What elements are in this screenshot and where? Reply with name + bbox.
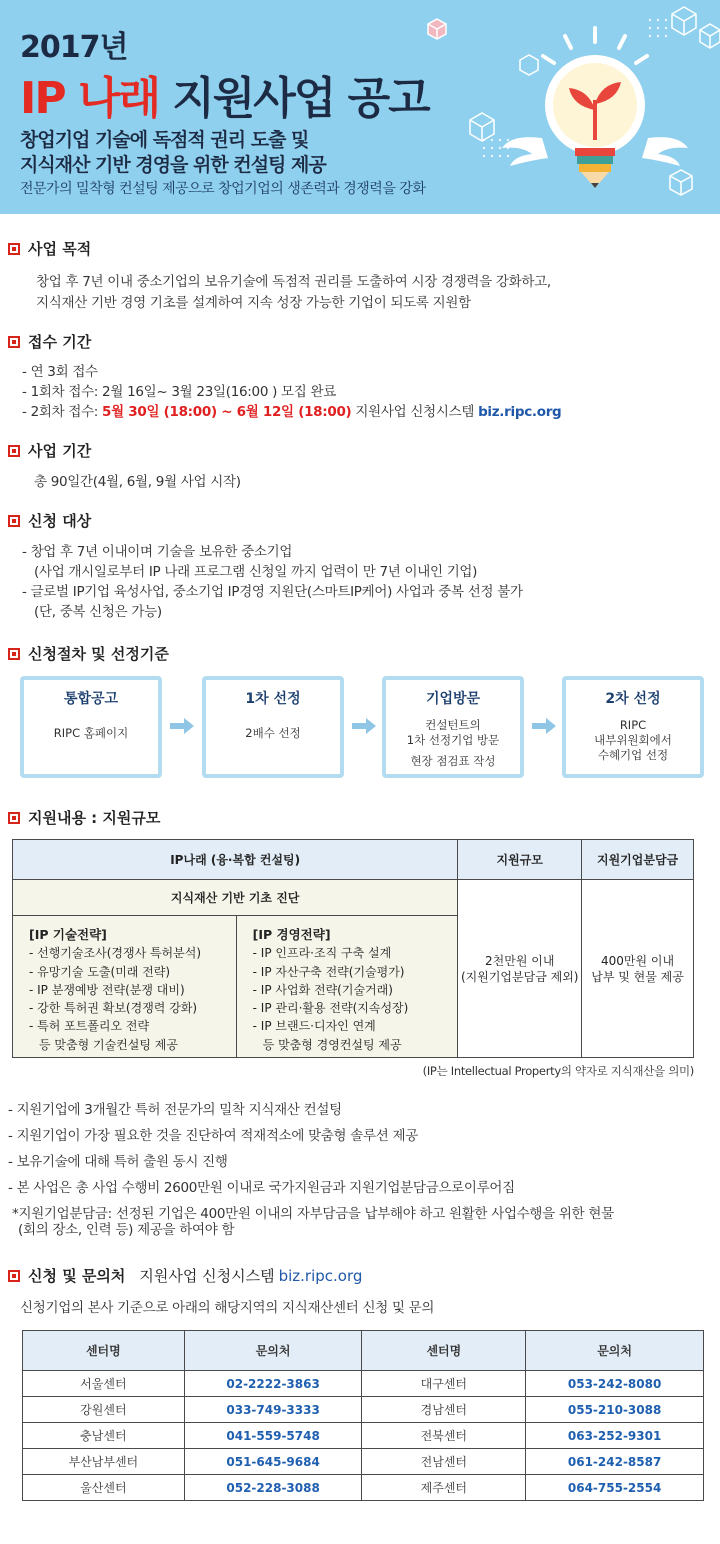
list-item: - 선행기술조사(경쟁사 특허분석) — [29, 946, 202, 961]
center-name: 부산남부센터 — [23, 1449, 185, 1475]
section-bullet-icon — [8, 445, 20, 457]
support-bullet-2: - 지원기업이 가장 필요한 것을 진단하여 적재적소에 맞춤형 솔루션 제공 — [8, 1128, 418, 1144]
flow-step-title: 기업방문 — [425, 691, 481, 707]
list-item: 등 맞춤형 기술컨설팅 제공 — [39, 1037, 178, 1052]
flow-step-4 — [562, 676, 704, 778]
tech-strategy-title: [IP 기술전략] — [29, 927, 107, 942]
share-line: 400만원 이내 — [601, 953, 675, 968]
eligibility-line-3: - 글로벌 IP기업 육성사업, 중소기업 IP경영 지원단(스마트IP케어) 사업과 중복 선정 불가 — [22, 584, 523, 600]
section-bullet-icon — [8, 648, 20, 660]
mgmt-strategy-cell — [236, 916, 458, 1058]
center-name: 경남센터 — [362, 1397, 526, 1423]
section-contact-label: 신청 및 문의처 — [28, 1267, 126, 1285]
flow-step-desc: 수혜기업 선정 — [597, 748, 669, 762]
center-name: 대구센터 — [362, 1371, 526, 1397]
mgmt-strategy-title: [IP 경영전략] — [252, 927, 331, 942]
ip-definition-note: (IP는 Intellectual Property의 약자로 지식재산을 의미) — [422, 1064, 694, 1078]
section-bullet-icon — [8, 515, 20, 527]
list-item: - IP 브랜드·디자인 연계 — [252, 1019, 376, 1034]
section-support-label: 지원내용 : 지원규모 — [28, 809, 161, 827]
banner-title-red: IP 나래 — [20, 73, 159, 124]
center-name: 전남센터 — [362, 1449, 526, 1475]
period-line-3 — [22, 400, 561, 420]
eligibility-line-2: (사업 개시일로부터 IP 나래 프로그램 신청일 까지 업력이 만 7년 이내인 기업) — [34, 564, 478, 580]
tech-strategy-cell — [13, 916, 237, 1058]
center-phone[interactable]: 052-228-3088 — [184, 1475, 362, 1501]
section-duration-label: 사업 기간 — [28, 442, 92, 460]
duration-line: 총 90일간(4월, 6월, 9월 사업 시작) — [34, 474, 241, 490]
list-item: - IP 분쟁예방 전략(분쟁 대비) — [29, 982, 185, 997]
center-phone[interactable]: 061-242-8587 — [526, 1449, 704, 1475]
section-purpose-title — [8, 238, 91, 259]
section-period-title — [8, 331, 91, 352]
center-name: 울산센터 — [23, 1475, 185, 1501]
contact-header-phone: 문의처 — [184, 1331, 362, 1371]
table-share-cell — [582, 880, 694, 1058]
hero-banner — [0, 0, 720, 214]
eligibility-line-4: (단, 중복 신청은 가능) — [34, 604, 162, 620]
list-item: - 강한 특허권 확보(경쟁력 강화) — [29, 1001, 198, 1016]
center-name: 서울센터 — [23, 1371, 185, 1397]
flow-step-desc: RIPC — [619, 718, 647, 732]
banner-title-navy: 지원사업 공고 — [172, 73, 429, 124]
center-name: 강원센터 — [23, 1397, 185, 1423]
center-name: 제주센터 — [362, 1475, 526, 1501]
center-phone[interactable]: 064-755-2554 — [526, 1475, 704, 1501]
table-row — [23, 1423, 704, 1449]
banner-subtitle-2: 지식재산 기반 경영을 위한 컨설팅 제공 — [20, 154, 326, 176]
period-deadline: 5월 30일 (18:00) ~ 6월 12일 (18:00) — [102, 404, 352, 420]
support-table — [12, 839, 694, 1058]
section-bullet-icon — [8, 1270, 20, 1282]
section-duration-title — [8, 440, 91, 461]
period-system-link[interactable]: biz.ripc.org — [478, 404, 562, 420]
lightbulb-illustration — [400, 0, 720, 214]
center-phone[interactable]: 051-645-9684 — [184, 1449, 362, 1475]
center-name: 전북센터 — [362, 1423, 526, 1449]
contact-system-link[interactable]: biz.ripc.org — [278, 1266, 363, 1285]
section-period-label: 접수 기간 — [28, 333, 92, 351]
section-bullet-icon — [8, 243, 20, 255]
support-bullet-4: - 본 사업은 총 사업 수행비 2600만원 이내로 국가지원금과 지원기업분담금으로이루어짐 — [8, 1180, 515, 1196]
center-phone[interactable]: 063-252-9301 — [526, 1423, 704, 1449]
support-footnote-2: (회의 장소, 인력 등) 제공을 하여야 함 — [18, 1222, 235, 1238]
list-item: - IP 자산구축 전략(기술평가) — [252, 964, 405, 979]
list-item: - 특허 포트폴리오 전략 — [29, 1019, 150, 1034]
arrow-right-icon — [532, 718, 556, 734]
section-eligibility-label: 신청 대상 — [28, 512, 92, 530]
section-contact-title — [8, 1265, 362, 1286]
arrow-right-icon — [170, 718, 194, 734]
flow-step-2 — [202, 676, 344, 778]
support-footnote-1: *지원기업분담금: 선정된 기업은 400만원 이내의 자부담금을 납부해야 하고 원활한 사업수행을 위한 현물 — [12, 1206, 614, 1222]
period-line-3-mid: 지원사업 신청시스템 — [351, 404, 479, 420]
section-support-title — [8, 807, 160, 828]
center-name: 충남센터 — [23, 1423, 185, 1449]
table-row — [23, 1475, 704, 1501]
section-purpose-label: 사업 목적 — [28, 240, 92, 258]
table-row — [23, 1371, 704, 1397]
section-procedure-label: 신청절차 및 선정기준 — [28, 645, 169, 663]
table-scale-cell — [458, 880, 582, 1058]
contact-header-center: 센터명 — [362, 1331, 526, 1371]
section-bullet-icon — [8, 336, 20, 348]
scale-line: 2천만원 이내 — [485, 953, 555, 968]
list-item: - IP 사업화 전략(기술거래) — [252, 982, 393, 997]
center-phone[interactable]: 033-749-3333 — [184, 1397, 362, 1423]
banner-tagline: 전문가의 밀착형 컨설팅 제공으로 창업기업의 생존력과 경쟁력을 강화 — [20, 181, 426, 197]
contact-table — [22, 1330, 704, 1501]
period-line-2: - 1회차 접수: 2월 16일~ 3월 23일(16:00 ) 모집 완료 — [22, 384, 337, 400]
list-item: - 유망기술 도출(미래 전략) — [29, 964, 171, 979]
contact-intro: 신청기업의 본사 기준으로 아래의 해당지역의 지식재산센터 신청 및 문의 — [20, 1300, 435, 1316]
table-row — [23, 1397, 704, 1423]
table-header-main: IP나래 (융·복합 컨설팅) — [13, 840, 458, 880]
list-item: 등 맞춤형 경영컨설팅 제공 — [262, 1037, 402, 1052]
center-phone[interactable]: 055-210-3088 — [526, 1397, 704, 1423]
flow-step-desc: 내부위원회에서 — [594, 733, 672, 747]
flow-step-desc: RIPC 홈페이지 — [53, 726, 129, 740]
contact-header-phone: 문의처 — [526, 1331, 704, 1371]
flow-step-title: 2차 선정 — [605, 691, 661, 707]
list-item: - IP 관리·활용 전략(지속성장) — [252, 1001, 409, 1016]
center-phone[interactable]: 053-242-8080 — [526, 1371, 704, 1397]
scale-line: (지원기업분담금 제외) — [460, 969, 579, 984]
flow-step-desc: 2배수 선정 — [245, 726, 301, 740]
period-line-1: - 연 3회 접수 — [22, 364, 98, 380]
contact-system-label: 지원사업 신청시스템 — [139, 1267, 275, 1285]
eligibility-line-1: - 창업 후 7년 이내이며 기술을 보유한 중소기업 — [22, 544, 293, 560]
flow-step-title: 통합공고 — [63, 691, 119, 707]
section-procedure-title — [8, 643, 169, 664]
table-header-share: 지원기업분담금 — [582, 840, 694, 880]
purpose-line-1: 창업 후 7년 이내 중소기업의 보유기술에 독점적 권리를 도출하여 시장 경쟁력을 강화하고, — [36, 274, 551, 290]
banner-title — [20, 62, 429, 126]
flow-step-desc: 컨설턴트의 — [425, 718, 481, 732]
period-line-3-prefix: - 2회차 접수: — [22, 404, 103, 420]
flow-step-title: 1차 선정 — [245, 691, 301, 707]
table-header-scale: 지원규모 — [458, 840, 582, 880]
table-row — [23, 1449, 704, 1475]
flow-step-3 — [382, 676, 524, 778]
banner-year: 2017년 — [20, 30, 128, 65]
flow-step-1 — [20, 676, 162, 778]
section-bullet-icon — [8, 812, 20, 824]
center-phone[interactable]: 041-559-5748 — [184, 1423, 362, 1449]
list-item: - IP 인프라·조직 구축 설계 — [252, 946, 392, 961]
banner-subtitle-1: 창업기업 기술에 독점적 권리 도출 및 — [20, 129, 309, 151]
support-bullet-1: - 지원기업에 3개월간 특허 전문가의 밀착 지식재산 컨설팅 — [8, 1102, 342, 1118]
support-bullet-3: - 보유기술에 대해 특허 출원 동시 진행 — [8, 1154, 228, 1170]
contact-header-center: 센터명 — [23, 1331, 185, 1371]
share-line: 납부 및 현물 제공 — [591, 969, 684, 984]
purpose-line-2: 지식재산 기반 경영 기초를 설계하여 지속 성장 가능한 기업이 되도록 지원함 — [36, 295, 471, 311]
table-subheader: 지식재산 기반 기초 진단 — [13, 880, 458, 916]
arrow-right-icon — [352, 718, 376, 734]
flow-step-desc: 현장 점검표 작성 — [410, 754, 496, 768]
flow-step-desc: 1차 선정기업 방문 — [406, 733, 500, 747]
center-phone[interactable]: 02-2222-3863 — [184, 1371, 362, 1397]
section-eligibility-title — [8, 510, 91, 531]
